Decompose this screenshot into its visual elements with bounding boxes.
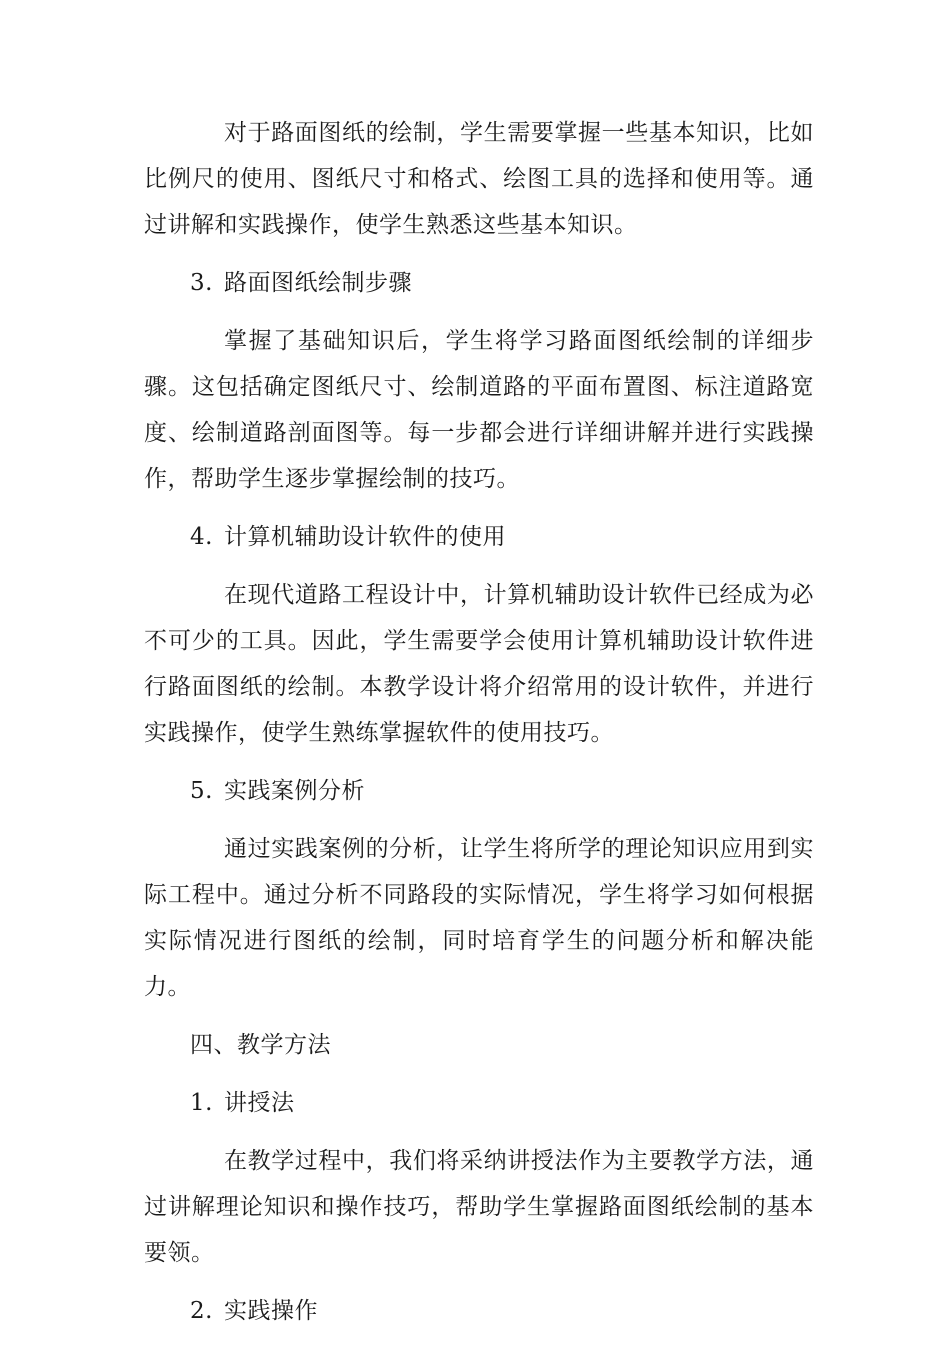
heading-drawing-steps bbox=[144, 260, 814, 306]
heading-text: 实践案例分析 bbox=[224, 778, 365, 804]
section-heading-teaching-methods: 四、教学方法 bbox=[190, 1032, 331, 1058]
paragraph-case-analysis: 通过实践案例的分析，让学生将所学的理论知识应用到实际工程中。通过分析不同路段的实际情况，学生将学习如何根据实际情况进行图纸的绘制，同时培育学生的问题分析和解决能力。 bbox=[144, 836, 814, 1000]
heading-practice-operation bbox=[144, 1288, 814, 1334]
document-body bbox=[144, 110, 814, 1346]
heading-number: 5. bbox=[190, 778, 213, 804]
heading-lecture-method bbox=[144, 1080, 814, 1126]
heading-text: 计算机辅助设计软件的使用 bbox=[224, 524, 506, 550]
paragraph-drawing-steps: 掌握了基础知识后，学生将学习路面图纸绘制的详细步骤。这包括确定图纸尺寸、绘制道路的平面布置图、标注道路宽度、绘制道路剖面图等。每一步都会进行详细讲解并进行实践操作，帮助学生逐步掌握绘制的技巧。 bbox=[144, 328, 814, 492]
heading-text: 路面图纸绘制步骤 bbox=[224, 270, 412, 296]
heading-number: 2. bbox=[190, 1298, 213, 1324]
heading-number: 4. bbox=[190, 524, 213, 550]
heading-text: 讲授法 bbox=[224, 1090, 295, 1116]
heading-case-analysis bbox=[144, 768, 814, 814]
paragraph-basic-knowledge: 对于路面图纸的绘制，学生需要掌握一些基本知识，比如比例尺的使用、图纸尺寸和格式、绘图工具的选择和使用等。通过讲解和实践操作，使学生熟悉这些基本知识。 bbox=[144, 120, 814, 238]
heading-number: 1. bbox=[190, 1090, 213, 1116]
heading-number: 3. bbox=[190, 270, 213, 296]
heading-cad-software bbox=[144, 514, 814, 560]
paragraph-lecture-method: 在教学过程中，我们将采纳讲授法作为主要教学方法，通过讲解理论知识和操作技巧，帮助学生掌握路面图纸绘制的基本要领。 bbox=[144, 1148, 814, 1266]
paragraph-cad-software: 在现代道路工程设计中，计算机辅助设计软件已经成为必不可少的工具。因此，学生需要学会使用计算机辅助设计软件进行路面图纸的绘制。本教学设计将介绍常用的设计软件，并进行实践操作，使学生熟练掌握软件的使用技巧。 bbox=[144, 582, 814, 746]
heading-text: 实践操作 bbox=[224, 1298, 318, 1324]
